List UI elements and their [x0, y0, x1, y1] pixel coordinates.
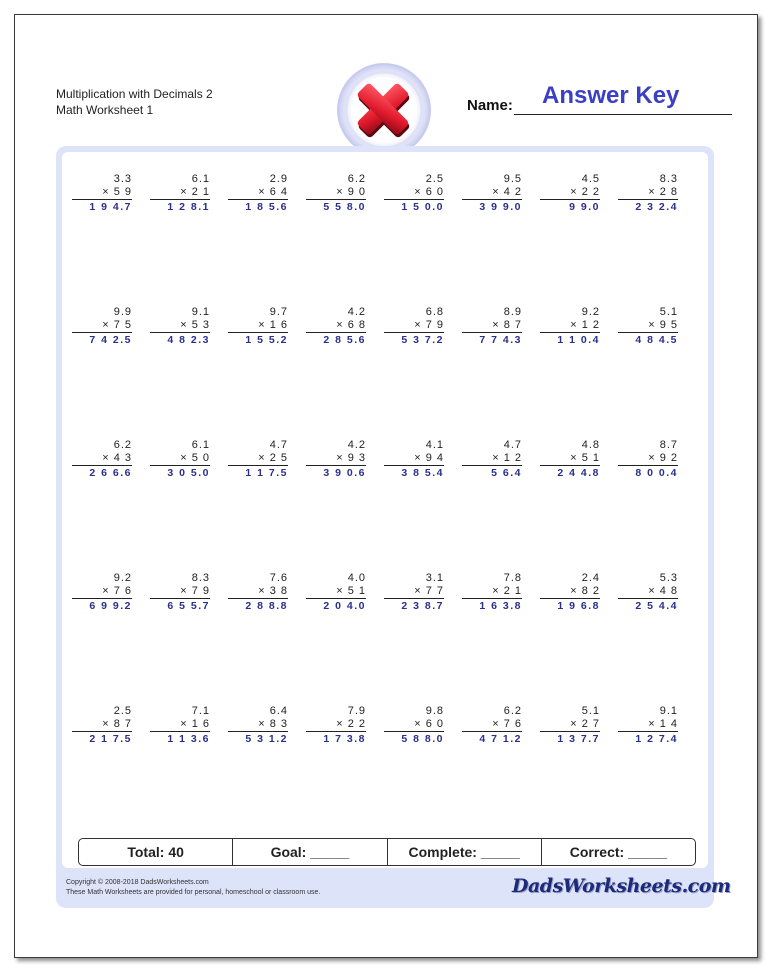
multiplier: × 6 4 [228, 186, 288, 200]
multiplicand: 5.1 [659, 306, 678, 318]
answer: 1 9 4.7 [89, 201, 132, 213]
multiplier: × 2 1 [150, 186, 210, 200]
usage-line: These Math Worksheets are provided for personal, homeschool or classroom use. [66, 889, 321, 896]
answer: 7 4 2.5 [89, 334, 132, 346]
red-x-icon [336, 62, 432, 158]
answer: 1 1 0.4 [557, 334, 600, 346]
multiplicand: 9.9 [113, 306, 132, 318]
answer: 1 2 8.1 [167, 201, 210, 213]
problem [618, 572, 678, 613]
multiplicand: 7.9 [347, 705, 366, 717]
problem [618, 173, 678, 214]
problem [228, 306, 288, 347]
complete-cell: Complete: _____ [388, 839, 542, 865]
answer: 1 5 5.2 [245, 334, 288, 346]
answer: 2 1 7.5 [89, 733, 132, 745]
multiplicand: 9.5 [503, 173, 522, 185]
answer: 2 4 4.8 [557, 467, 600, 479]
multiplier: × 7 9 [150, 585, 210, 599]
problem [306, 572, 366, 613]
multiplicand: 4.7 [269, 439, 288, 451]
multiplicand: 8.7 [659, 439, 678, 451]
answer: 8 0 0.4 [635, 467, 678, 479]
multiplicand: 7.6 [269, 572, 288, 584]
answer: 5 3 1.2 [245, 733, 288, 745]
problem [540, 439, 600, 480]
problem [540, 705, 600, 746]
multiplicand: 4.1 [425, 439, 444, 451]
problem [150, 705, 210, 746]
answer: 1 7 3.8 [323, 733, 366, 745]
problem [540, 173, 600, 214]
problem [306, 173, 366, 214]
copyright-line: Copyright © 2008-2018 DadsWorksheets.com [66, 879, 209, 886]
name-label: Name: [467, 97, 513, 114]
answer: 1 2 7.4 [635, 733, 678, 745]
answer: 5 8 8.0 [401, 733, 444, 745]
problem [384, 705, 444, 746]
answer: 2 3 2.4 [635, 201, 678, 213]
problem [150, 572, 210, 613]
problem [228, 705, 288, 746]
name-line [514, 114, 732, 115]
multiplicand: 6.1 [191, 173, 210, 185]
goal-cell: Goal: _____ [233, 839, 387, 865]
problem [228, 572, 288, 613]
multiplier: × 5 3 [150, 319, 210, 333]
worksheet-title: Multiplication with Decimals 2 [56, 87, 213, 101]
answer: 1 5 0.0 [401, 201, 444, 213]
brand-logo: DadsWorksheets.com [512, 875, 731, 897]
multiplier: × 8 7 [462, 319, 522, 333]
problem [462, 173, 522, 214]
multiplier: × 9 3 [306, 452, 366, 466]
problem [306, 439, 366, 480]
answer: 2 3 8.7 [401, 600, 444, 612]
answer: 6 5 5.7 [167, 600, 210, 612]
multiplicand: 7.1 [191, 705, 210, 717]
multiplier: × 8 2 [540, 585, 600, 599]
answer: 3 8 5.4 [401, 467, 444, 479]
problem [540, 306, 600, 347]
problem [618, 306, 678, 347]
multiplier: × 1 4 [618, 718, 678, 732]
total-cell: Total: 40 [79, 839, 233, 865]
multiplier: × 5 0 [150, 452, 210, 466]
multiplier: × 6 0 [384, 718, 444, 732]
problem [228, 173, 288, 214]
problem [228, 439, 288, 480]
multiplicand: 6.4 [269, 705, 288, 717]
multiplicand: 7.8 [503, 572, 522, 584]
multiplicand: 8.3 [191, 572, 210, 584]
answer: 2 8 5.6 [323, 334, 366, 346]
multiplier: × 7 9 [384, 319, 444, 333]
problem [150, 439, 210, 480]
answer: 3 9 0.6 [323, 467, 366, 479]
multiplicand: 8.9 [503, 306, 522, 318]
problem [72, 705, 132, 746]
problem [306, 306, 366, 347]
problem [462, 306, 522, 347]
multiplicand: 5.3 [659, 572, 678, 584]
multiplier: × 7 5 [72, 319, 132, 333]
answer: 1 8 5.6 [245, 201, 288, 213]
answer: 5 3 7.2 [401, 334, 444, 346]
multiplier: × 9 5 [618, 319, 678, 333]
answer: 9 9.0 [569, 201, 600, 213]
answer: 1 1 7.5 [245, 467, 288, 479]
answer: 5 6.4 [491, 467, 522, 479]
multiplier: × 1 2 [462, 452, 522, 466]
answer: 1 9 6.8 [557, 600, 600, 612]
title-block [56, 86, 213, 118]
problem [72, 439, 132, 480]
multiplier: × 7 7 [384, 585, 444, 599]
multiplicand: 4.7 [503, 439, 522, 451]
multiplicand: 6.2 [113, 439, 132, 451]
multiplier: × 4 2 [462, 186, 522, 200]
problem-area [62, 152, 708, 868]
correct-cell: Correct: _____ [569, 844, 668, 860]
multiplicand: 2.5 [425, 173, 444, 185]
multiplier: × 9 4 [384, 452, 444, 466]
multiplicand: 4.2 [347, 439, 366, 451]
multiplier: × 7 6 [72, 585, 132, 599]
multiplicand: 4.2 [347, 306, 366, 318]
answer: 3 0 5.0 [167, 467, 210, 479]
problem [540, 572, 600, 613]
multiplicand: 9.2 [581, 306, 600, 318]
answer: 4 8 2.3 [167, 334, 210, 346]
multiplicand: 4.5 [581, 173, 600, 185]
multiplier: × 1 2 [540, 319, 600, 333]
problem [384, 439, 444, 480]
multiplier: × 1 6 [228, 319, 288, 333]
problem [618, 705, 678, 746]
score-table [78, 838, 696, 866]
problem [72, 306, 132, 347]
answer: 6 9 9.2 [89, 600, 132, 612]
multiplicand: 2.9 [269, 173, 288, 185]
multiplier: × 7 6 [462, 718, 522, 732]
answer: 4 8 4.5 [635, 334, 678, 346]
multiplier: × 6 8 [306, 319, 366, 333]
problem [72, 173, 132, 214]
copyright [66, 878, 320, 898]
multiplicand: 6.2 [347, 173, 366, 185]
multiplier: × 3 8 [228, 585, 288, 599]
problem [462, 705, 522, 746]
answer-key-text: Answer Key [542, 82, 680, 109]
multiplicand: 9.1 [191, 306, 210, 318]
problem [462, 572, 522, 613]
multiplier: × 5 9 [72, 186, 132, 200]
multiplicand: 6.2 [503, 705, 522, 717]
answer: 7 7 4.3 [479, 334, 522, 346]
multiplicand: 5.1 [581, 705, 600, 717]
multiplier: × 2 8 [618, 186, 678, 200]
multiplicand: 3.1 [425, 572, 444, 584]
multiplier: × 4 8 [618, 585, 678, 599]
multiplier: × 2 2 [306, 718, 366, 732]
multiplier: × 2 7 [540, 718, 600, 732]
multiplicand: 2.5 [113, 705, 132, 717]
multiplier: × 4 3 [72, 452, 132, 466]
multiplier: × 6 0 [384, 186, 444, 200]
answer: 2 5 4.4 [635, 600, 678, 612]
problem [384, 572, 444, 613]
multiplicand: 9.2 [113, 572, 132, 584]
multiplier: × 8 7 [72, 718, 132, 732]
answer: 5 5 8.0 [323, 201, 366, 213]
problem [384, 306, 444, 347]
answer: 2 8 8.8 [245, 600, 288, 612]
answer: 1 1 3.6 [167, 733, 210, 745]
multiplicand: 6.1 [191, 439, 210, 451]
problem [462, 439, 522, 480]
multiplicand: 9.8 [425, 705, 444, 717]
multiplicand: 4.0 [347, 572, 366, 584]
problem [618, 439, 678, 480]
multiplier: × 8 3 [228, 718, 288, 732]
problem [306, 705, 366, 746]
problem [150, 306, 210, 347]
answer: 1 6 3.8 [479, 600, 522, 612]
problem [72, 572, 132, 613]
multiplicand: 9.7 [269, 306, 288, 318]
problem [150, 173, 210, 214]
answer: 1 3 7.7 [557, 733, 600, 745]
multiplier: × 5 1 [306, 585, 366, 599]
multiplicand: 2.4 [581, 572, 600, 584]
problem [384, 173, 444, 214]
multiplier: × 2 5 [228, 452, 288, 466]
answer: 4 7 1.2 [479, 733, 522, 745]
multiplier: × 2 2 [540, 186, 600, 200]
multiplicand: 8.3 [659, 173, 678, 185]
multiplier: × 5 1 [540, 452, 600, 466]
answer: 2 6 6.6 [89, 467, 132, 479]
multiplicand: 4.8 [581, 439, 600, 451]
worksheet-subtitle: Math Worksheet 1 [56, 103, 154, 117]
answer: 2 0 4.0 [323, 600, 366, 612]
multiplicand: 3.3 [113, 173, 132, 185]
multiplicand: 9.1 [659, 705, 678, 717]
multiplier: × 1 6 [150, 718, 210, 732]
multiplier: × 2 1 [462, 585, 522, 599]
multiplier: × 9 0 [306, 186, 366, 200]
multiplier: × 9 2 [618, 452, 678, 466]
multiplicand: 6.8 [425, 306, 444, 318]
answer: 3 9 9.0 [479, 201, 522, 213]
